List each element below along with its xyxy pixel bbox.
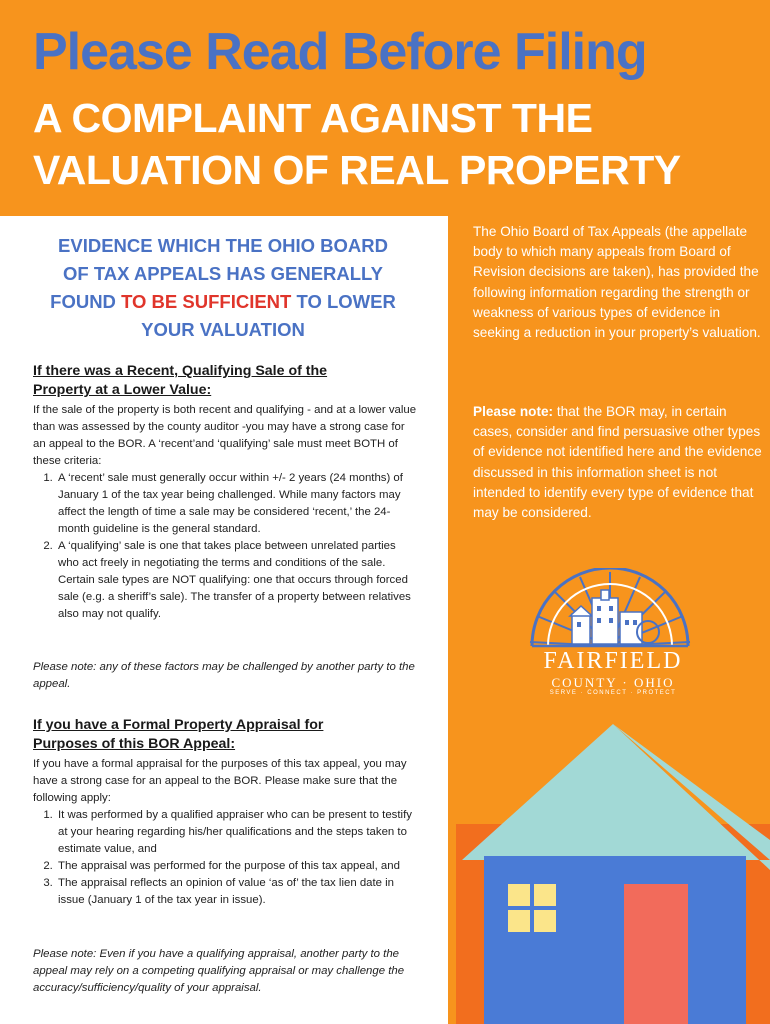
bta-intro-text: The Ohio Board of Tax Appeals (the appellate body to which many appeals from Board of Revision decisions are taken), has provided the following information regarding the strength or weakness of various types of evidence in seeking a reduction in your property’s valuation. xyxy=(473,224,761,341)
logo-name: FAIRFIELD xyxy=(543,648,683,674)
header-banner xyxy=(0,0,770,214)
logo-tagline: SERVE · CONNECT · PROTECT xyxy=(549,690,677,696)
appraisal-title-line-2: Purposes of this BOR Appeal: xyxy=(33,736,236,752)
list-item: 2. A ‘qualifying’ sale is one that takes place between unrelated parties who act freely in negotiating the terms and conditions of the sale. Certain sale types are NOT qualifying: one that occurs through forced sale (e.g. a sheriff’s sale). The transfer of a property between relatives also may not qualify. xyxy=(56,538,418,623)
evidence-heading-line-4: YOUR VALUATION xyxy=(141,319,305,340)
evidence-heading-line-3 xyxy=(20,288,426,316)
appraisal-intro: If you have a formal appraisal for the purposes of this tax appeal, you may have a strong case for an appeal to the BOR. Please make sure that the following apply: xyxy=(33,758,407,804)
recent-sale-note: Please note: any of these factors may be challenged by another party to the appeal. xyxy=(33,661,415,690)
appraisal-section xyxy=(33,716,418,909)
recent-sale-title xyxy=(33,362,418,400)
page-title: Please Read Before Filing xyxy=(33,23,647,81)
evidence-heading-line-2: OF TAX APPEALS HAS GENERALLY xyxy=(62,263,384,284)
recent-sale-section xyxy=(33,362,418,623)
appraisal-title xyxy=(33,716,418,754)
evidence-heading-post: TO LOWER xyxy=(291,291,396,312)
evidence-heading-line-1: EVIDENCE WHICH THE OHIO BOARD xyxy=(58,235,388,256)
evidence-heading xyxy=(20,232,426,344)
house-illustration-icon xyxy=(448,720,770,1024)
appraisal-note: Please note: Even if you have a qualifying appraisal, another party to the appeal may rely on a competing qualifying appraisal or may challenge the accuracy/sufficiency/quality of your appraisal. xyxy=(33,948,405,994)
subtitle-line-1: A COMPLAINT AGAINST THE xyxy=(33,95,593,141)
bta-intro xyxy=(473,222,763,343)
evidence-panel xyxy=(0,216,448,1024)
appraisal-title-line-1: If you have a Formal Property Appraisal for xyxy=(33,717,324,733)
recent-sale-intro: If the sale of the property is both recent and qualifying - and at a lower value than was assessed by the county auditor -you may have a strong case for an appeal to the BOR. A ‘recent’and ‘qualifying’ sale must meet BOTH of these criteria: xyxy=(33,404,417,467)
evidence-heading-emphasis: TO BE SUFFICIENT xyxy=(121,291,292,312)
page-subtitle xyxy=(33,92,681,196)
recent-sale-title-line-2: Property at a Lower Value: xyxy=(33,382,212,398)
appraisal-criteria-list xyxy=(33,807,418,909)
bor-note-text: that the BOR may, in certain cases, consider and find persuasive other types of evidence not identified here and the evidence discussed in this information sheet is not intended to identify every type of evidence that may be considered. xyxy=(473,404,762,521)
bor-note-label: Please note: xyxy=(473,404,554,419)
recent-sale-title-line-1: If there was a Recent, Qualifying Sale of the xyxy=(33,363,328,379)
list-item: 3. The appraisal reflects an opinion of value ‘as of’ the tax lien date in issue (January 1 of the tax year in issue). xyxy=(56,875,418,909)
list-item: 1. It was performed by a qualified appraiser who can be present to testify at your hearing regarding his/her qualifications and the steps taken to estimate value, and xyxy=(56,807,418,858)
subtitle-line-2: VALUATION OF REAL PROPERTY xyxy=(33,147,681,193)
recent-sale-criteria-list xyxy=(33,470,418,623)
list-item: 2. The appraisal was performed for the purpose of this tax appeal, and xyxy=(56,858,418,875)
logo-county: COUNTY · OHIO xyxy=(551,675,675,690)
bor-note xyxy=(473,402,763,523)
list-item: 1. A ‘recent’ sale must generally occur within +/- 2 years (24 months) of January 1 of the tax year being challenged. While many factors may affect the length of time a sale may be considered ‘recent,’ the 24-month guideline is the general standard. xyxy=(56,470,418,538)
evidence-heading-pre: FOUND xyxy=(50,291,122,312)
